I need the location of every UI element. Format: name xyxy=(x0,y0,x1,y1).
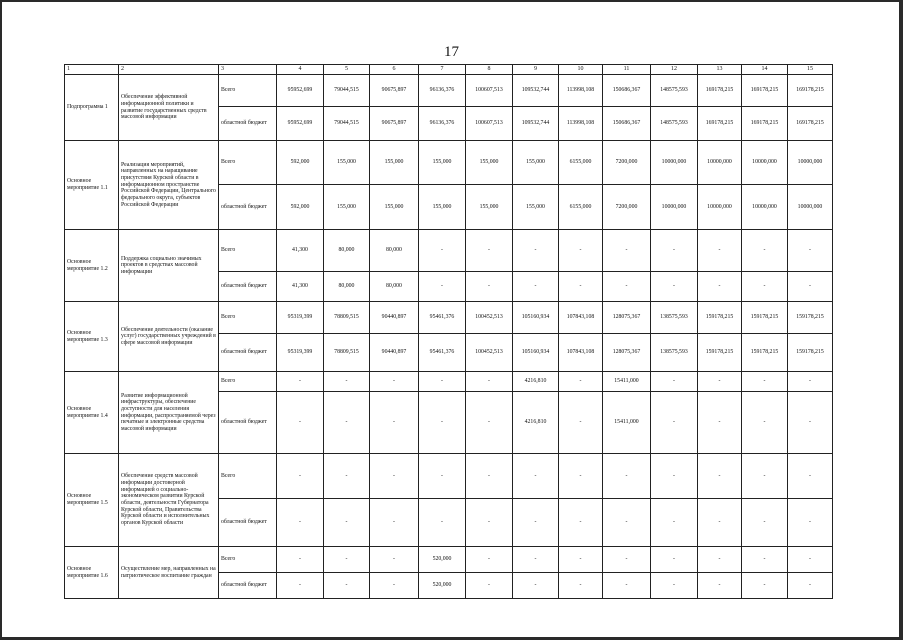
amount-cell: 80,000 xyxy=(370,230,419,272)
table-row xyxy=(65,75,833,107)
column-header: 2 xyxy=(119,65,219,75)
funding-source: областной бюджет xyxy=(219,334,277,372)
amount-cell: 79044,515 xyxy=(324,75,370,107)
amount-cell: - xyxy=(788,499,833,547)
activity-description: Развитие информационной инфраструктуры, обеспечение доступности для населения информации, распространяемой через печатные и электронные средства массовой информации xyxy=(119,372,219,454)
amount-cell: - xyxy=(603,272,651,302)
amount-cell: 155,000 xyxy=(466,185,513,230)
amount-cell: 10000,000 xyxy=(788,185,833,230)
amount-cell: 10000,000 xyxy=(742,141,788,185)
column-header: 7 xyxy=(419,65,466,75)
amount-cell: - xyxy=(513,230,559,272)
amount-cell: - xyxy=(651,573,698,599)
activity-description: Осуществление мер, направленных на патриотическое воспитание граждан xyxy=(119,547,219,599)
activity-description: Реализация мероприятий, направленных на наращивание присутствия Курской области в информационном пространстве Российской Федерации, Центрального федерального округа, субъектов Российской Федерации xyxy=(119,141,219,230)
amount-cell: 159178,215 xyxy=(742,302,788,334)
amount-cell: - xyxy=(324,454,370,499)
activity-name: Основное мероприятие 1.3 xyxy=(65,302,119,372)
amount-cell: 15411,000 xyxy=(603,372,651,392)
amount-cell: 113998,108 xyxy=(559,107,603,141)
amount-cell: 95319,399 xyxy=(277,302,324,334)
amount-cell: - xyxy=(513,547,559,573)
amount-cell: - xyxy=(559,372,603,392)
amount-cell: 159178,215 xyxy=(742,334,788,372)
table-row xyxy=(65,454,833,499)
amount-cell: 41,300 xyxy=(277,230,324,272)
column-header: 5 xyxy=(324,65,370,75)
activity-description: Обеспечение деятельности (оказание услуг) государственных учреждений в сфере массовой информации xyxy=(119,302,219,372)
amount-cell: 169178,215 xyxy=(742,75,788,107)
amount-cell: 138575,593 xyxy=(651,302,698,334)
amount-cell: 128075,367 xyxy=(603,334,651,372)
amount-cell: - xyxy=(698,230,742,272)
amount-cell: - xyxy=(277,372,324,392)
amount-cell: - xyxy=(513,272,559,302)
amount-cell: 10000,000 xyxy=(698,185,742,230)
amount-cell: - xyxy=(788,372,833,392)
amount-cell: - xyxy=(603,499,651,547)
funding-source: Всего xyxy=(219,372,277,392)
amount-cell: - xyxy=(788,230,833,272)
amount-cell: 128075,367 xyxy=(603,302,651,334)
funding-source: областной бюджет xyxy=(219,392,277,454)
amount-cell: - xyxy=(466,499,513,547)
amount-cell: 10000,000 xyxy=(788,141,833,185)
amount-cell: - xyxy=(370,454,419,499)
funding-source: Всего xyxy=(219,75,277,107)
amount-cell: 80,000 xyxy=(370,272,419,302)
table-row xyxy=(65,141,833,185)
amount-cell: - xyxy=(742,454,788,499)
funding-source: областной бюджет xyxy=(219,573,277,599)
amount-cell: 159178,215 xyxy=(698,302,742,334)
amount-cell: 41,300 xyxy=(277,272,324,302)
amount-cell: 90440,897 xyxy=(370,302,419,334)
amount-cell: 592,000 xyxy=(277,185,324,230)
amount-cell: 148575,593 xyxy=(651,107,698,141)
amount-cell: - xyxy=(651,392,698,454)
amount-cell: 105160,934 xyxy=(513,302,559,334)
activity-name: Основное мероприятие 1.6 xyxy=(65,547,119,599)
activity-description: Обеспечение эффективной информационной политики и развитие государственных средств массовой информации xyxy=(119,75,219,141)
amount-cell: - xyxy=(277,392,324,454)
amount-cell: - xyxy=(698,547,742,573)
amount-cell: - xyxy=(603,547,651,573)
column-header: 6 xyxy=(370,65,419,75)
amount-cell: - xyxy=(466,372,513,392)
amount-cell: 78809,515 xyxy=(324,302,370,334)
amount-cell: - xyxy=(651,547,698,573)
column-header: 10 xyxy=(559,65,603,75)
amount-cell: - xyxy=(559,499,603,547)
amount-cell: 155,000 xyxy=(324,185,370,230)
amount-cell: 109532,744 xyxy=(513,75,559,107)
funding-source: областной бюджет xyxy=(219,107,277,141)
amount-cell: 10000,000 xyxy=(698,141,742,185)
amount-cell: - xyxy=(324,547,370,573)
amount-cell: - xyxy=(788,454,833,499)
amount-cell: - xyxy=(419,272,466,302)
column-header: 9 xyxy=(513,65,559,75)
funding-source: областной бюджет xyxy=(219,499,277,547)
amount-cell: - xyxy=(698,272,742,302)
amount-cell: 155,000 xyxy=(466,141,513,185)
column-header: 8 xyxy=(466,65,513,75)
amount-cell: 155,000 xyxy=(324,141,370,185)
amount-cell: - xyxy=(559,272,603,302)
amount-cell: - xyxy=(788,272,833,302)
amount-cell: - xyxy=(419,392,466,454)
amount-cell: 109532,744 xyxy=(513,107,559,141)
amount-cell: 7200,000 xyxy=(603,141,651,185)
funding-source: Всего xyxy=(219,141,277,185)
amount-cell: 520,000 xyxy=(419,547,466,573)
amount-cell: - xyxy=(513,573,559,599)
amount-cell: - xyxy=(742,372,788,392)
amount-cell: - xyxy=(419,230,466,272)
amount-cell: - xyxy=(603,230,651,272)
amount-cell: 4216,810 xyxy=(513,372,559,392)
amount-cell: - xyxy=(466,392,513,454)
amount-cell: - xyxy=(788,392,833,454)
funding-source: областной бюджет xyxy=(219,272,277,302)
amount-cell: 138575,593 xyxy=(651,334,698,372)
amount-cell: 78809,515 xyxy=(324,334,370,372)
amount-cell: 90440,897 xyxy=(370,334,419,372)
column-header: 12 xyxy=(651,65,698,75)
amount-cell: 96136,376 xyxy=(419,75,466,107)
amount-cell: - xyxy=(698,454,742,499)
amount-cell: 90675,897 xyxy=(370,75,419,107)
amount-cell: 169178,215 xyxy=(742,107,788,141)
amount-cell: 169178,215 xyxy=(788,75,833,107)
amount-cell: 155,000 xyxy=(370,185,419,230)
amount-cell: - xyxy=(370,573,419,599)
amount-cell: 80,000 xyxy=(324,230,370,272)
amount-cell: 4216,810 xyxy=(513,392,559,454)
amount-cell: - xyxy=(370,392,419,454)
column-header: 3 xyxy=(219,65,277,75)
amount-cell: - xyxy=(698,573,742,599)
amount-cell: 113998,108 xyxy=(559,75,603,107)
amount-cell: 10000,000 xyxy=(742,185,788,230)
amount-cell: 159178,215 xyxy=(698,334,742,372)
amount-cell: - xyxy=(788,573,833,599)
amount-cell: 520,000 xyxy=(419,573,466,599)
amount-cell: 169178,215 xyxy=(698,75,742,107)
amount-cell: - xyxy=(559,230,603,272)
amount-cell: 592,000 xyxy=(277,141,324,185)
amount-cell: 150686,367 xyxy=(603,107,651,141)
amount-cell: 105160,934 xyxy=(513,334,559,372)
amount-cell: - xyxy=(370,372,419,392)
amount-cell: 100452,513 xyxy=(466,302,513,334)
amount-cell: 100607,513 xyxy=(466,107,513,141)
amount-cell: - xyxy=(324,499,370,547)
funding-source: Всего xyxy=(219,454,277,499)
amount-cell: - xyxy=(466,454,513,499)
amount-cell: - xyxy=(742,272,788,302)
table-header-row xyxy=(65,65,833,75)
funding-source: областной бюджет xyxy=(219,185,277,230)
amount-cell: - xyxy=(324,573,370,599)
activity-name: Подпрограмма 1 xyxy=(65,75,119,141)
amount-cell: 7200,000 xyxy=(603,185,651,230)
amount-cell: - xyxy=(466,547,513,573)
activity-name: Основное мероприятие 1.5 xyxy=(65,454,119,547)
amount-cell: 80,000 xyxy=(324,272,370,302)
amount-cell: - xyxy=(466,230,513,272)
amount-cell: - xyxy=(559,547,603,573)
amount-cell: 6155,000 xyxy=(559,141,603,185)
amount-cell: - xyxy=(651,499,698,547)
amount-cell: - xyxy=(419,499,466,547)
amount-cell: - xyxy=(742,230,788,272)
amount-cell: - xyxy=(419,454,466,499)
amount-cell: - xyxy=(788,547,833,573)
column-header: 15 xyxy=(788,65,833,75)
amount-cell: - xyxy=(603,573,651,599)
activity-name: Основное мероприятие 1.1 xyxy=(65,141,119,230)
column-header: 13 xyxy=(698,65,742,75)
amount-cell: 95461,376 xyxy=(419,302,466,334)
amount-cell: - xyxy=(277,499,324,547)
amount-cell: 95319,399 xyxy=(277,334,324,372)
amount-cell: - xyxy=(466,573,513,599)
amount-cell: 155,000 xyxy=(370,141,419,185)
column-header: 1 xyxy=(65,65,119,75)
table-row xyxy=(65,547,833,573)
table-row xyxy=(65,372,833,392)
amount-cell: 169178,215 xyxy=(698,107,742,141)
amount-cell: 10000,000 xyxy=(651,185,698,230)
table-row xyxy=(65,230,833,272)
activity-description: Поддержка социально значимых проектов в средствах массовой информации xyxy=(119,230,219,302)
amount-cell: - xyxy=(324,372,370,392)
budget-table xyxy=(64,64,833,599)
amount-cell: 150686,367 xyxy=(603,75,651,107)
amount-cell: - xyxy=(277,454,324,499)
amount-cell: - xyxy=(651,230,698,272)
amount-cell: - xyxy=(370,547,419,573)
activity-name: Основное мероприятие 1.4 xyxy=(65,372,119,454)
amount-cell: 169178,215 xyxy=(788,107,833,141)
amount-cell: - xyxy=(370,499,419,547)
amount-cell: - xyxy=(513,454,559,499)
amount-cell: 100607,513 xyxy=(466,75,513,107)
amount-cell: - xyxy=(603,454,651,499)
activity-name: Основное мероприятие 1.2 xyxy=(65,230,119,302)
amount-cell: - xyxy=(651,372,698,392)
table-row xyxy=(65,302,833,334)
amount-cell: - xyxy=(559,392,603,454)
column-header: 14 xyxy=(742,65,788,75)
funding-source: Всего xyxy=(219,302,277,334)
amount-cell: - xyxy=(559,573,603,599)
amount-cell: - xyxy=(466,272,513,302)
amount-cell: - xyxy=(698,392,742,454)
amount-cell: 100452,513 xyxy=(466,334,513,372)
amount-cell: - xyxy=(698,372,742,392)
amount-cell: 96136,376 xyxy=(419,107,466,141)
amount-cell: 148575,593 xyxy=(651,75,698,107)
amount-cell: 107843,108 xyxy=(559,334,603,372)
amount-cell: 155,000 xyxy=(419,185,466,230)
amount-cell: 107843,108 xyxy=(559,302,603,334)
column-header: 11 xyxy=(603,65,651,75)
amount-cell: 90675,897 xyxy=(370,107,419,141)
activity-description: Обеспечение средств массовой информации достоверной информацией о социально-экономическом развитии Курской области, деятельности Губернатора Курской области, Правительства Курской области и исполнительных органов Курской области xyxy=(119,454,219,547)
amount-cell: 79044,515 xyxy=(324,107,370,141)
amount-cell: - xyxy=(651,454,698,499)
column-header: 4 xyxy=(277,65,324,75)
amount-cell: - xyxy=(277,573,324,599)
amount-cell: - xyxy=(324,392,370,454)
page-number: 17 xyxy=(444,44,459,60)
amount-cell: 155,000 xyxy=(419,141,466,185)
amount-cell: - xyxy=(698,499,742,547)
amount-cell: - xyxy=(651,272,698,302)
amount-cell: - xyxy=(513,499,559,547)
amount-cell: - xyxy=(419,372,466,392)
amount-cell: 6155,000 xyxy=(559,185,603,230)
amount-cell: 10000,000 xyxy=(651,141,698,185)
amount-cell: - xyxy=(277,547,324,573)
amount-cell: 155,000 xyxy=(513,185,559,230)
amount-cell: - xyxy=(742,573,788,599)
amount-cell: 155,000 xyxy=(513,141,559,185)
amount-cell: 159178,215 xyxy=(788,302,833,334)
amount-cell: 95952,699 xyxy=(277,107,324,141)
amount-cell: - xyxy=(559,454,603,499)
amount-cell: 95952,699 xyxy=(277,75,324,107)
amount-cell: 159178,215 xyxy=(788,334,833,372)
funding-source: Всего xyxy=(219,230,277,272)
amount-cell: 15411,000 xyxy=(603,392,651,454)
funding-source: Всего xyxy=(219,547,277,573)
amount-cell: - xyxy=(742,499,788,547)
amount-cell: - xyxy=(742,392,788,454)
amount-cell: - xyxy=(742,547,788,573)
amount-cell: 95461,376 xyxy=(419,334,466,372)
